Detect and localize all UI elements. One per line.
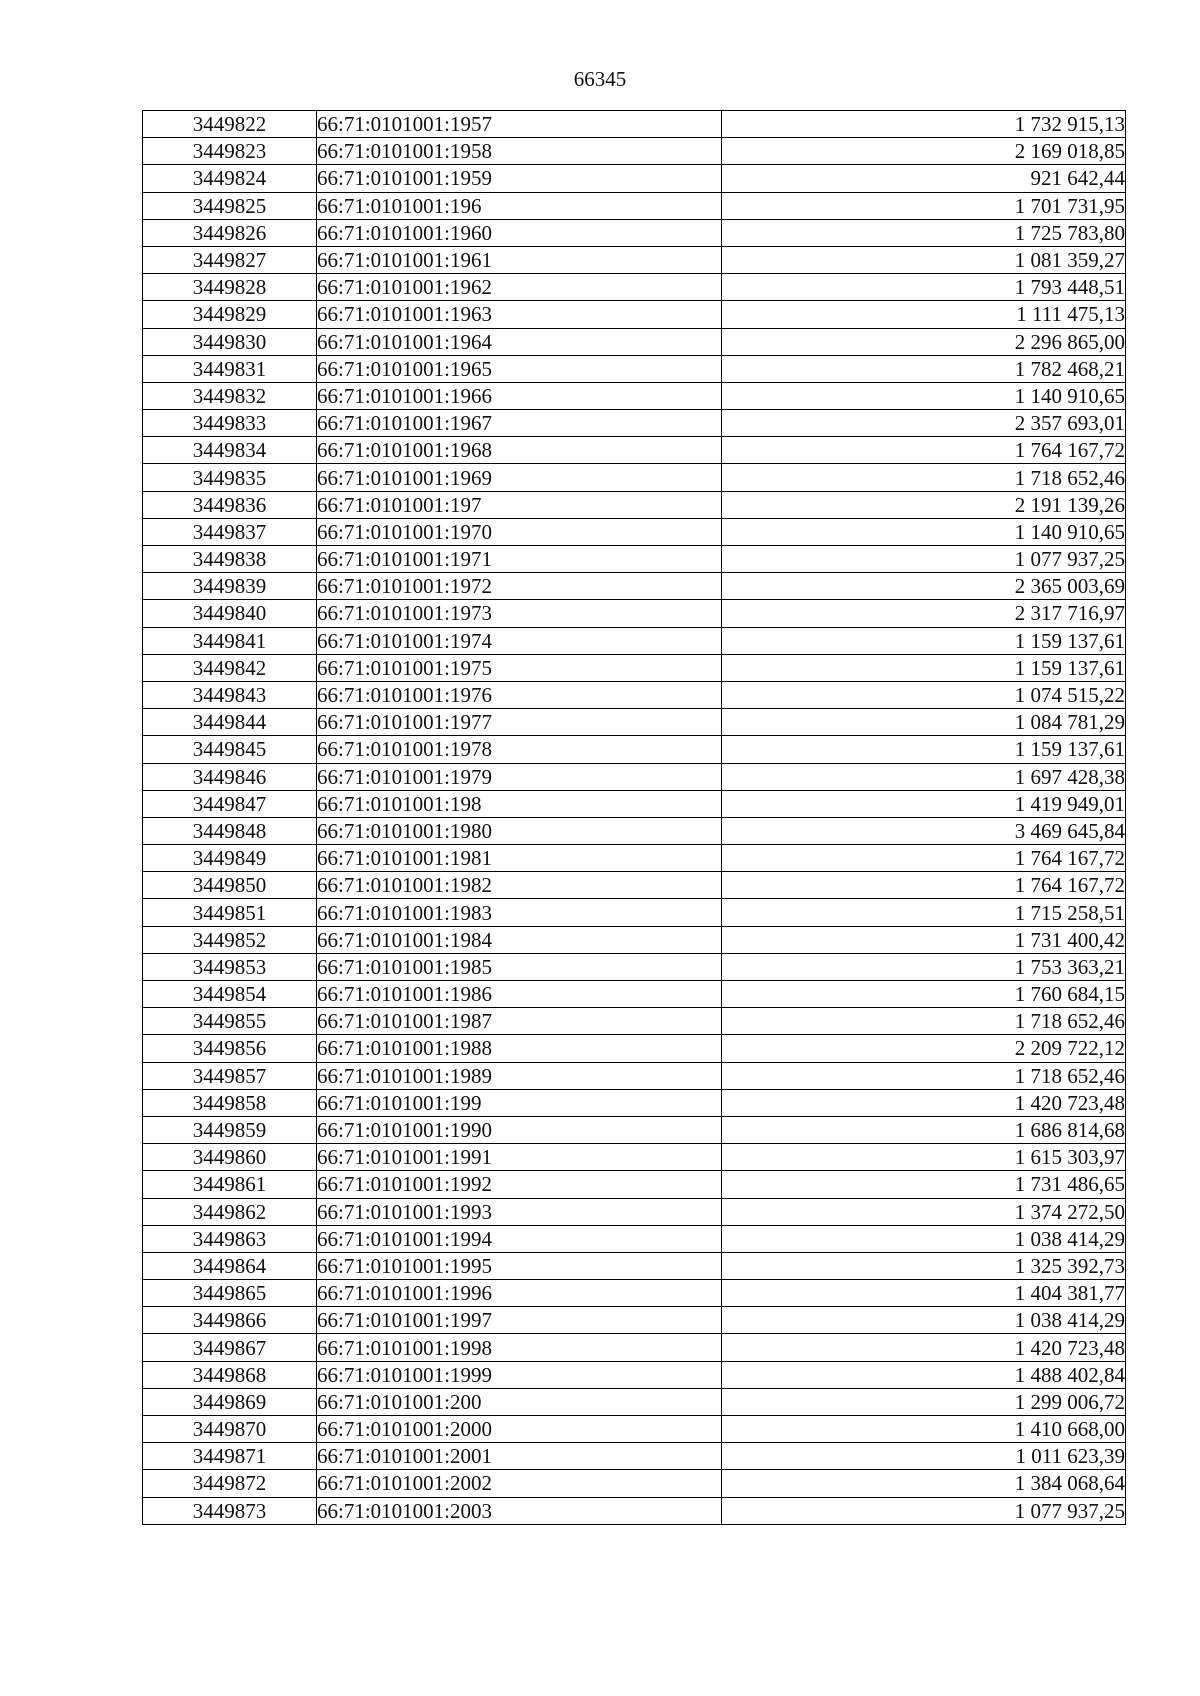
cadastral-number-cell: 66:71:0101001:1990 bbox=[317, 1116, 722, 1143]
cadastral-value-cell: 1 011 623,39 bbox=[722, 1443, 1126, 1470]
record-id-cell: 3449824 bbox=[143, 165, 317, 192]
table-row bbox=[143, 1062, 1126, 1089]
cadastral-value-cell: 1 140 910,65 bbox=[722, 382, 1126, 409]
record-id-cell: 3449850 bbox=[143, 872, 317, 899]
cadastral-value-cell: 1 299 006,72 bbox=[722, 1388, 1126, 1415]
table-row bbox=[143, 817, 1126, 844]
table-row bbox=[143, 1089, 1126, 1116]
cadastral-number-cell: 66:71:0101001:1985 bbox=[317, 953, 722, 980]
cadastral-value-cell: 1 084 781,29 bbox=[722, 709, 1126, 736]
record-id-cell: 3449865 bbox=[143, 1280, 317, 1307]
record-id-cell: 3449839 bbox=[143, 573, 317, 600]
record-id-cell: 3449867 bbox=[143, 1334, 317, 1361]
record-id-cell: 3449871 bbox=[143, 1443, 317, 1470]
cadastral-number-cell: 66:71:0101001:1960 bbox=[317, 219, 722, 246]
table-row bbox=[143, 464, 1126, 491]
cadastral-value-cell: 1 764 167,72 bbox=[722, 437, 1126, 464]
cadastral-value-cell: 1 159 137,61 bbox=[722, 736, 1126, 763]
table-row bbox=[143, 1171, 1126, 1198]
table-row bbox=[143, 981, 1126, 1008]
cadastral-number-cell: 66:71:0101001:1989 bbox=[317, 1062, 722, 1089]
table-row bbox=[143, 1497, 1126, 1524]
cadastral-number-cell: 66:71:0101001:1983 bbox=[317, 899, 722, 926]
table-row bbox=[143, 328, 1126, 355]
cadastral-number-cell: 66:71:0101001:1992 bbox=[317, 1171, 722, 1198]
cadastral-value-cell: 1 038 414,29 bbox=[722, 1225, 1126, 1252]
cadastral-value-cell: 1 404 381,77 bbox=[722, 1280, 1126, 1307]
cadastral-number-cell: 66:71:0101001:1981 bbox=[317, 845, 722, 872]
cadastral-number-cell: 66:71:0101001:1957 bbox=[317, 111, 722, 138]
table-row bbox=[143, 1470, 1126, 1497]
cadastral-number-cell: 66:71:0101001:1962 bbox=[317, 274, 722, 301]
cadastral-value-cell: 1 384 068,64 bbox=[722, 1470, 1126, 1497]
cadastral-value-cell: 1 420 723,48 bbox=[722, 1089, 1126, 1116]
cadastral-number-cell: 66:71:0101001:1958 bbox=[317, 138, 722, 165]
cadastral-value-cell: 921 642,44 bbox=[722, 165, 1126, 192]
cadastral-number-cell: 66:71:0101001:1963 bbox=[317, 301, 722, 328]
table-row bbox=[143, 1443, 1126, 1470]
registry-table bbox=[142, 110, 1126, 1525]
cadastral-value-cell: 1 715 258,51 bbox=[722, 899, 1126, 926]
record-id-cell: 3449838 bbox=[143, 546, 317, 573]
table-row bbox=[143, 1334, 1126, 1361]
table-row bbox=[143, 1225, 1126, 1252]
table-row bbox=[143, 872, 1126, 899]
record-id-cell: 3449842 bbox=[143, 654, 317, 681]
cadastral-value-cell: 2 357 693,01 bbox=[722, 410, 1126, 437]
cadastral-value-cell: 1 488 402,84 bbox=[722, 1361, 1126, 1388]
cadastral-value-cell: 1 731 400,42 bbox=[722, 926, 1126, 953]
cadastral-number-cell: 66:71:0101001:197 bbox=[317, 491, 722, 518]
cadastral-value-cell: 1 081 359,27 bbox=[722, 246, 1126, 273]
record-id-cell: 3449869 bbox=[143, 1388, 317, 1415]
cadastral-value-cell: 1 038 414,29 bbox=[722, 1307, 1126, 1334]
cadastral-value-cell: 1 725 783,80 bbox=[722, 219, 1126, 246]
record-id-cell: 3449840 bbox=[143, 600, 317, 627]
cadastral-number-cell: 66:71:0101001:1994 bbox=[317, 1225, 722, 1252]
table-row bbox=[143, 681, 1126, 708]
cadastral-value-cell: 1 140 910,65 bbox=[722, 518, 1126, 545]
record-id-cell: 3449862 bbox=[143, 1198, 317, 1225]
record-id-cell: 3449849 bbox=[143, 845, 317, 872]
record-id-cell: 3449860 bbox=[143, 1144, 317, 1171]
record-id-cell: 3449846 bbox=[143, 763, 317, 790]
table-row bbox=[143, 1144, 1126, 1171]
table-row bbox=[143, 410, 1126, 437]
cadastral-number-cell: 66:71:0101001:1971 bbox=[317, 546, 722, 573]
record-id-cell: 3449861 bbox=[143, 1171, 317, 1198]
cadastral-value-cell: 1 374 272,50 bbox=[722, 1198, 1126, 1225]
record-id-cell: 3449868 bbox=[143, 1361, 317, 1388]
record-id-cell: 3449872 bbox=[143, 1470, 317, 1497]
page-number: 66345 bbox=[573, 67, 627, 91]
cadastral-value-cell: 1 077 937,25 bbox=[722, 546, 1126, 573]
record-id-cell: 3449833 bbox=[143, 410, 317, 437]
cadastral-number-cell: 66:71:0101001:1976 bbox=[317, 681, 722, 708]
table-row bbox=[143, 219, 1126, 246]
cadastral-number-cell: 66:71:0101001:1965 bbox=[317, 355, 722, 382]
table-row bbox=[143, 790, 1126, 817]
table-row bbox=[143, 382, 1126, 409]
cadastral-value-cell: 1 718 652,46 bbox=[722, 1008, 1126, 1035]
cadastral-value-cell: 1 718 652,46 bbox=[722, 464, 1126, 491]
cadastral-value-cell: 1 077 937,25 bbox=[722, 1497, 1126, 1524]
record-id-cell: 3449825 bbox=[143, 192, 317, 219]
table-row bbox=[143, 654, 1126, 681]
record-id-cell: 3449866 bbox=[143, 1307, 317, 1334]
table-row bbox=[143, 709, 1126, 736]
table-row bbox=[143, 627, 1126, 654]
table-row bbox=[143, 1280, 1126, 1307]
cadastral-number-cell: 66:71:0101001:2002 bbox=[317, 1470, 722, 1497]
record-id-cell: 3449834 bbox=[143, 437, 317, 464]
table-row bbox=[143, 192, 1126, 219]
cadastral-value-cell: 1 420 723,48 bbox=[722, 1334, 1126, 1361]
cadastral-number-cell: 66:71:0101001:1972 bbox=[317, 573, 722, 600]
table-row bbox=[143, 111, 1126, 138]
record-id-cell: 3449863 bbox=[143, 1225, 317, 1252]
record-id-cell: 3449854 bbox=[143, 981, 317, 1008]
table-row bbox=[143, 845, 1126, 872]
cadastral-value-cell: 1 764 167,72 bbox=[722, 872, 1126, 899]
cadastral-number-cell: 66:71:0101001:1987 bbox=[317, 1008, 722, 1035]
table-row bbox=[143, 763, 1126, 790]
record-id-cell: 3449859 bbox=[143, 1116, 317, 1143]
table-row bbox=[143, 573, 1126, 600]
cadastral-number-cell: 66:71:0101001:1969 bbox=[317, 464, 722, 491]
cadastral-value-cell: 1 718 652,46 bbox=[722, 1062, 1126, 1089]
cadastral-value-cell: 2 169 018,85 bbox=[722, 138, 1126, 165]
cadastral-number-cell: 66:71:0101001:1968 bbox=[317, 437, 722, 464]
cadastral-number-cell: 66:71:0101001:1984 bbox=[317, 926, 722, 953]
cadastral-number-cell: 66:71:0101001:1982 bbox=[317, 872, 722, 899]
table-row bbox=[143, 437, 1126, 464]
table-row bbox=[143, 1416, 1126, 1443]
cadastral-number-cell: 66:71:0101001:2001 bbox=[317, 1443, 722, 1470]
cadastral-value-cell: 3 469 645,84 bbox=[722, 817, 1126, 844]
record-id-cell: 3449853 bbox=[143, 953, 317, 980]
record-id-cell: 3449855 bbox=[143, 1008, 317, 1035]
table-row bbox=[143, 301, 1126, 328]
record-id-cell: 3449827 bbox=[143, 246, 317, 273]
table-row bbox=[143, 1008, 1126, 1035]
cadastral-number-cell: 66:71:0101001:199 bbox=[317, 1089, 722, 1116]
cadastral-number-cell: 66:71:0101001:1980 bbox=[317, 817, 722, 844]
record-id-cell: 3449851 bbox=[143, 899, 317, 926]
table-row bbox=[143, 1035, 1126, 1062]
record-id-cell: 3449844 bbox=[143, 709, 317, 736]
record-id-cell: 3449857 bbox=[143, 1062, 317, 1089]
cadastral-value-cell: 1 793 448,51 bbox=[722, 274, 1126, 301]
cadastral-value-cell: 2 191 139,26 bbox=[722, 491, 1126, 518]
record-id-cell: 3449852 bbox=[143, 926, 317, 953]
cadastral-number-cell: 66:71:0101001:2000 bbox=[317, 1416, 722, 1443]
cadastral-number-cell: 66:71:0101001:196 bbox=[317, 192, 722, 219]
table-row bbox=[143, 355, 1126, 382]
cadastral-value-cell: 2 296 865,00 bbox=[722, 328, 1126, 355]
record-id-cell: 3449822 bbox=[143, 111, 317, 138]
record-id-cell: 3449836 bbox=[143, 491, 317, 518]
table-row bbox=[143, 491, 1126, 518]
table-row bbox=[143, 1307, 1126, 1334]
table-row bbox=[143, 518, 1126, 545]
cadastral-number-cell: 66:71:0101001:1978 bbox=[317, 736, 722, 763]
cadastral-number-cell: 66:71:0101001:1997 bbox=[317, 1307, 722, 1334]
table-row bbox=[143, 600, 1126, 627]
cadastral-number-cell: 66:71:0101001:1967 bbox=[317, 410, 722, 437]
cadastral-value-cell: 1 325 392,73 bbox=[722, 1252, 1126, 1279]
cadastral-number-cell: 66:71:0101001:1961 bbox=[317, 246, 722, 273]
cadastral-number-cell: 66:71:0101001:1970 bbox=[317, 518, 722, 545]
cadastral-number-cell: 66:71:0101001:1991 bbox=[317, 1144, 722, 1171]
cadastral-value-cell: 1 111 475,13 bbox=[722, 301, 1126, 328]
cadastral-value-cell: 1 410 668,00 bbox=[722, 1416, 1126, 1443]
cadastral-number-cell: 66:71:0101001:1979 bbox=[317, 763, 722, 790]
record-id-cell: 3449823 bbox=[143, 138, 317, 165]
cadastral-value-cell: 1 764 167,72 bbox=[722, 845, 1126, 872]
cadastral-number-cell: 66:71:0101001:1966 bbox=[317, 382, 722, 409]
table-row bbox=[143, 1198, 1126, 1225]
cadastral-number-cell: 66:71:0101001:1998 bbox=[317, 1334, 722, 1361]
cadastral-value-cell: 2 209 722,12 bbox=[722, 1035, 1126, 1062]
registry-table-body bbox=[143, 111, 1126, 1525]
cadastral-number-cell: 66:71:0101001:1959 bbox=[317, 165, 722, 192]
table-row bbox=[143, 165, 1126, 192]
cadastral-number-cell: 66:71:0101001:1988 bbox=[317, 1035, 722, 1062]
cadastral-value-cell: 1 701 731,95 bbox=[722, 192, 1126, 219]
table-row bbox=[143, 1361, 1126, 1388]
record-id-cell: 3449832 bbox=[143, 382, 317, 409]
table-row bbox=[143, 138, 1126, 165]
table-row bbox=[143, 274, 1126, 301]
record-id-cell: 3449837 bbox=[143, 518, 317, 545]
cadastral-value-cell: 1 074 515,22 bbox=[722, 681, 1126, 708]
record-id-cell: 3449843 bbox=[143, 681, 317, 708]
table-row bbox=[143, 926, 1126, 953]
cadastral-number-cell: 66:71:0101001:1999 bbox=[317, 1361, 722, 1388]
table-row bbox=[143, 899, 1126, 926]
record-id-cell: 3449856 bbox=[143, 1035, 317, 1062]
cadastral-value-cell: 2 317 716,97 bbox=[722, 600, 1126, 627]
record-id-cell: 3449828 bbox=[143, 274, 317, 301]
cadastral-value-cell: 1 615 303,97 bbox=[722, 1144, 1126, 1171]
record-id-cell: 3449845 bbox=[143, 736, 317, 763]
cadastral-number-cell: 66:71:0101001:1975 bbox=[317, 654, 722, 681]
record-id-cell: 3449870 bbox=[143, 1416, 317, 1443]
cadastral-value-cell: 1 753 363,21 bbox=[722, 953, 1126, 980]
cadastral-number-cell: 66:71:0101001:200 bbox=[317, 1388, 722, 1415]
cadastral-number-cell: 66:71:0101001:1995 bbox=[317, 1252, 722, 1279]
record-id-cell: 3449831 bbox=[143, 355, 317, 382]
record-id-cell: 3449830 bbox=[143, 328, 317, 355]
record-id-cell: 3449826 bbox=[143, 219, 317, 246]
table-row bbox=[143, 1252, 1126, 1279]
record-id-cell: 3449835 bbox=[143, 464, 317, 491]
table-row bbox=[143, 953, 1126, 980]
cadastral-value-cell: 1 732 915,13 bbox=[722, 111, 1126, 138]
table-row bbox=[143, 546, 1126, 573]
cadastral-number-cell: 66:71:0101001:1973 bbox=[317, 600, 722, 627]
cadastral-number-cell: 66:71:0101001:1974 bbox=[317, 627, 722, 654]
record-id-cell: 3449873 bbox=[143, 1497, 317, 1524]
cadastral-number-cell: 66:71:0101001:1986 bbox=[317, 981, 722, 1008]
table-row bbox=[143, 246, 1126, 273]
cadastral-value-cell: 1 760 684,15 bbox=[722, 981, 1126, 1008]
table-row bbox=[143, 1116, 1126, 1143]
record-id-cell: 3449864 bbox=[143, 1252, 317, 1279]
cadastral-number-cell: 66:71:0101001:198 bbox=[317, 790, 722, 817]
table-row bbox=[143, 1388, 1126, 1415]
record-id-cell: 3449848 bbox=[143, 817, 317, 844]
record-id-cell: 3449829 bbox=[143, 301, 317, 328]
cadastral-value-cell: 1 782 468,21 bbox=[722, 355, 1126, 382]
record-id-cell: 3449847 bbox=[143, 790, 317, 817]
cadastral-value-cell: 2 365 003,69 bbox=[722, 573, 1126, 600]
cadastral-value-cell: 1 686 814,68 bbox=[722, 1116, 1126, 1143]
record-id-cell: 3449858 bbox=[143, 1089, 317, 1116]
cadastral-number-cell: 66:71:0101001:1996 bbox=[317, 1280, 722, 1307]
cadastral-value-cell: 1 159 137,61 bbox=[722, 654, 1126, 681]
record-id-cell: 3449841 bbox=[143, 627, 317, 654]
cadastral-number-cell: 66:71:0101001:1977 bbox=[317, 709, 722, 736]
cadastral-value-cell: 1 731 486,65 bbox=[722, 1171, 1126, 1198]
cadastral-value-cell: 1 159 137,61 bbox=[722, 627, 1126, 654]
table-row bbox=[143, 736, 1126, 763]
cadastral-value-cell: 1 419 949,01 bbox=[722, 790, 1126, 817]
cadastral-number-cell: 66:71:0101001:1993 bbox=[317, 1198, 722, 1225]
cadastral-number-cell: 66:71:0101001:2003 bbox=[317, 1497, 722, 1524]
cadastral-number-cell: 66:71:0101001:1964 bbox=[317, 328, 722, 355]
cadastral-value-cell: 1 697 428,38 bbox=[722, 763, 1126, 790]
